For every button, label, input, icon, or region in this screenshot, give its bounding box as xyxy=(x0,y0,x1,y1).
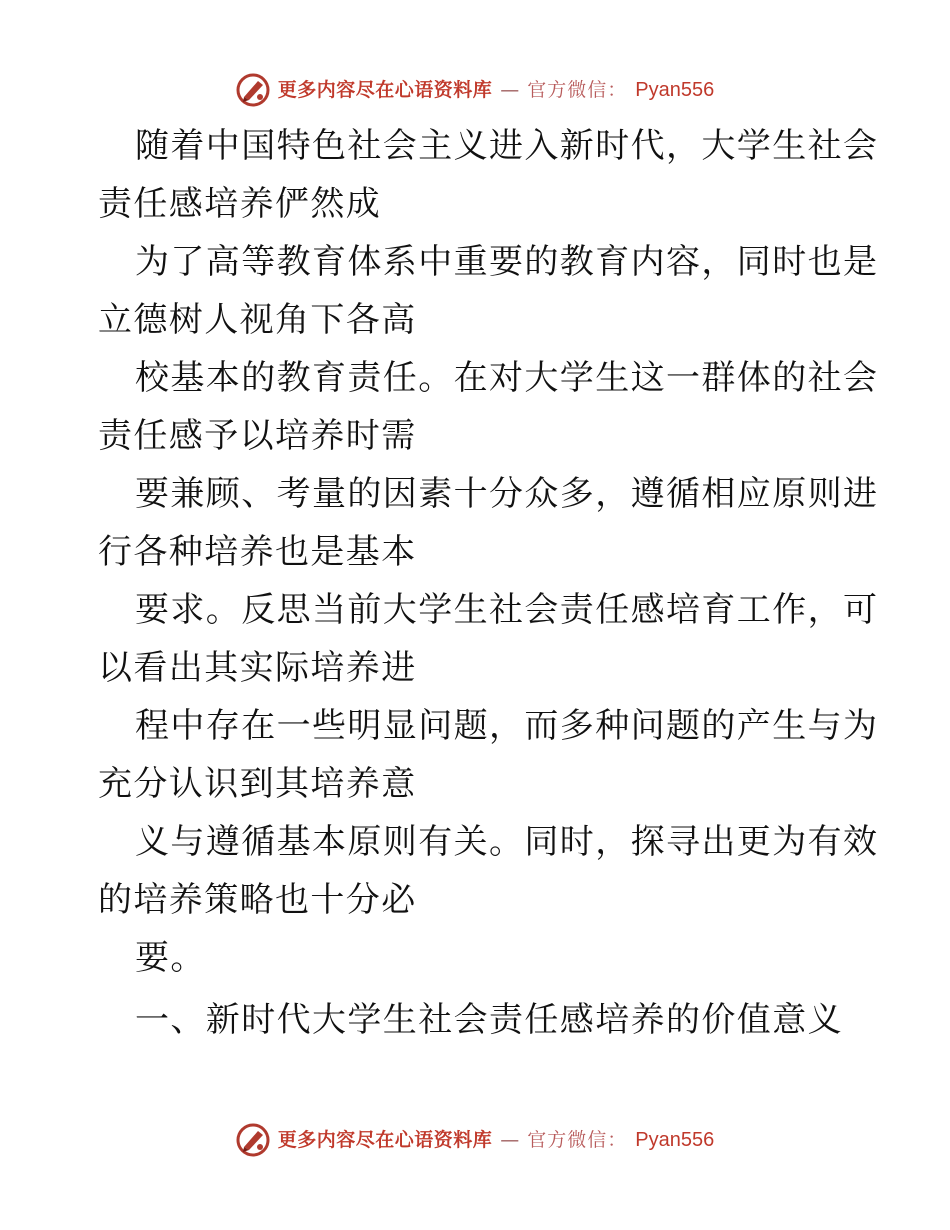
watermark-wechat-label: 官方微信： xyxy=(527,1128,628,1151)
watermark-text: 更多内容尽在心语资料库 xyxy=(277,78,493,101)
watermark-separator: — xyxy=(500,1128,520,1151)
watermark-text: 更多内容尽在心语资料库 xyxy=(277,1128,493,1151)
text-line: 随着中国特色社会主义进入新时代，大学生社会 xyxy=(135,126,879,166)
text-line: 为了高等教育体系中重要的教育内容，同时也是 xyxy=(135,242,879,282)
section-heading: 一、新时代大学生社会责任感培养的价值意义 xyxy=(135,1000,843,1040)
pen-seal-icon xyxy=(236,73,270,107)
pen-seal-icon xyxy=(236,1123,270,1157)
footer-watermark xyxy=(0,1120,950,1160)
text-line: 立德树人视角下各高 xyxy=(98,300,417,340)
text-line: 程中存在一些明显问题，而多种问题的产生与为 xyxy=(135,706,879,746)
text-line: 责任感培养俨然成 xyxy=(98,184,382,224)
watermark-separator: — xyxy=(500,78,520,101)
text-line: 的培养策略也十分必 xyxy=(98,880,417,920)
text-line: 要。 xyxy=(135,938,206,978)
text-line: 义与遵循基本原则有关。同时，探寻出更为有效 xyxy=(135,822,879,862)
text-line: 要求。反思当前大学生社会责任感培育工作，可 xyxy=(135,590,879,630)
text-line: 责任感予以培养时需 xyxy=(98,416,417,456)
header-watermark xyxy=(0,70,950,110)
text-line: 行各种培养也是基本 xyxy=(98,532,417,572)
text-line: 以看出其实际培养进 xyxy=(98,648,417,688)
watermark-wechat-label: 官方微信： xyxy=(527,78,628,101)
text-line: 要兼顾、考量的因素十分众多，遵循相应原则进 xyxy=(135,474,879,514)
text-line: 校基本的教育责任。在对大学生这一群体的社会 xyxy=(135,358,879,398)
watermark-wechat-id: Pyan556 xyxy=(635,1129,715,1151)
text-line: 充分认识到其培养意 xyxy=(98,764,417,804)
watermark-wechat-id: Pyan556 xyxy=(635,79,715,101)
